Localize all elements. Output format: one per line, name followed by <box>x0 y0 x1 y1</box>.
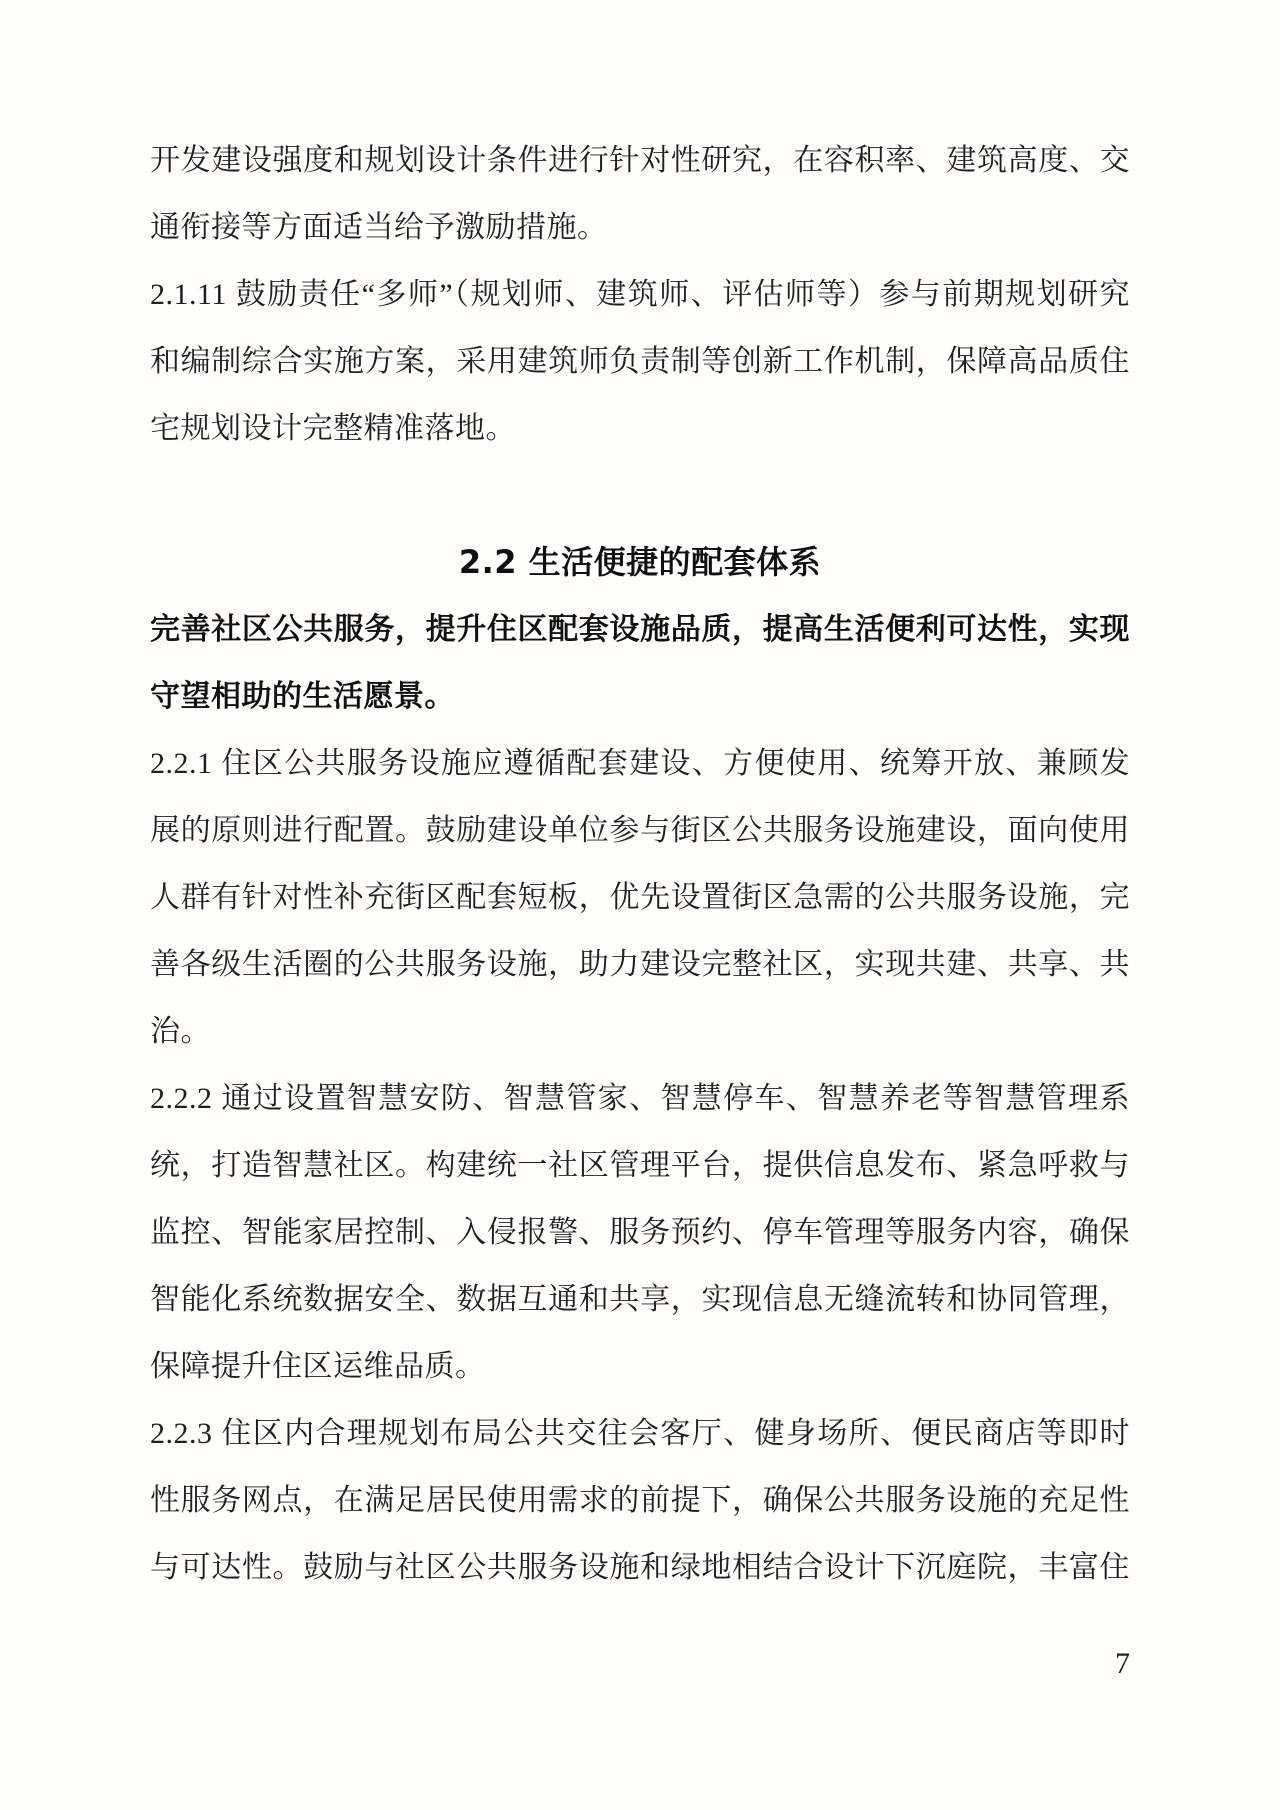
paragraph-continuation: 开发建设强度和规划设计条件进行针对性研究，在容积率、建筑高度、交通衔接等方面适当给予激励措施。 <box>150 144 1130 244</box>
paragraph-2-2-3: 2.2.3 住区内合理规划布局公共交往会客厅、健身场所、便民商店等即时性服务网点，在满足居民使用需求的前提下，确保公共服务设施的充足性与可达性。鼓励与社区公共服务设施和绿地相结合设计下沉庭院，丰富住 <box>150 1417 1130 1584</box>
paragraph-2-1-11: 2.1.11 鼓励责任“多师”（规划师、建筑师、评估师等）参与前期规划研究和编制综合实施方案，采用建筑师负责制等创新工作机制，保障高品质住宅规划设计完整精准落地。 <box>150 278 1130 445</box>
paragraph-2-2-2: 2.2.2 通过设置智慧安防、智慧管家、智慧停车、智慧养老等智慧管理系统，打造智慧社区。构建统一社区管理平台，提供信息发布、紧急呼救与监控、智能家居控制、入侵报警、服务预约、停车管理等服务内容，确保智能化系统数据安全、数据互通和共享，实现信息无缝流转和协同管理，保障提升住区运维品质。 <box>150 1082 1130 1383</box>
paragraph-2-2-1: 2.2.1 住区公共服务设施应遵循配套建设、方便使用、统筹开放、兼顾发展的原则进行配置。鼓励建设单位参与街区公共服务设施建设，面向使用人群有针对性补充街区配套短板，优先设置街区急需的公共服务设施，完善各级生活圈的公共服务设施，助力建设完整社区，实现共建、共享、共治。 <box>150 747 1130 1048</box>
page-content <box>150 127 1130 1601</box>
section-heading-2-2: 2.2 生活便捷的配套体系 <box>458 543 822 581</box>
page-number: 7 <box>1115 1647 1130 1680</box>
lead-paragraph: 完善社区公共服务，提升住区配套设施品质，提高生活便利可达性，实现守望相助的生活愿景。 <box>150 612 1130 714</box>
